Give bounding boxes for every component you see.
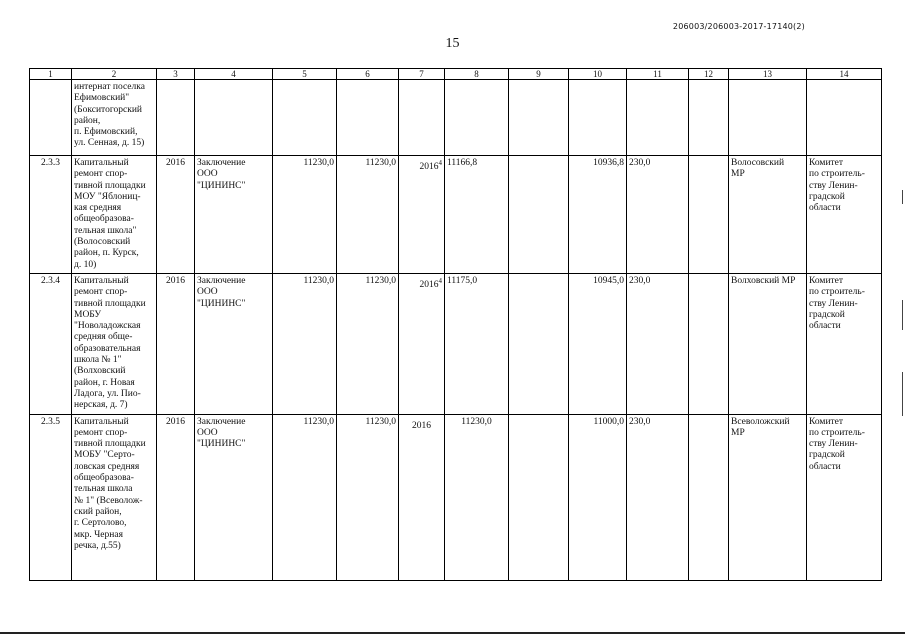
cell-responsible xyxy=(807,80,882,156)
cell-cost: 11230,0 xyxy=(273,156,337,274)
cell-value xyxy=(509,414,569,580)
table-row xyxy=(30,80,882,156)
cell-value: 230,0 xyxy=(627,156,689,274)
cell-object: интернат поселка Ефимовский" (Бокситогорский район, п. Ефимовский, ул. Сенная, д. 15) xyxy=(72,80,157,156)
table-row xyxy=(30,273,882,414)
col-num: 7 xyxy=(399,69,445,80)
page-number: 15 xyxy=(445,36,460,51)
cell-object: Капитальный ремонт спор- тивной площадки МОБУ "Серто- ловская средняя общеобразова- тельная школа № 1" (Всеволож- ский район, г. Сертолово, мкр. Черная речка, д.55) xyxy=(72,414,157,580)
cell-value xyxy=(689,156,729,274)
cell-basis: Заключение ООО "ЦИНИНС" xyxy=(195,156,273,274)
col-num: 2 xyxy=(72,69,157,80)
document-id: 206003/206003-2017-17140(2) xyxy=(672,22,805,31)
cell-value xyxy=(445,80,509,156)
cell-year: 2016 xyxy=(399,414,445,580)
cell-basis xyxy=(195,80,273,156)
cell-year: 2016 xyxy=(157,156,195,274)
cell-object: Капитальный ремонт спор- тивной площадки МОУ "Яблониц- кая средняя общеобразова- тельная школа" (Волосовский район, п. Курск, д. 10) xyxy=(72,156,157,274)
cell-value xyxy=(509,273,569,414)
cell-value: 11175,0 xyxy=(445,273,509,414)
cell-value xyxy=(627,80,689,156)
cell-number xyxy=(30,80,72,156)
cell-value xyxy=(689,414,729,580)
footnote-mark: 4 xyxy=(438,276,442,285)
cell-value: 230,0 xyxy=(627,414,689,580)
col-num: 4 xyxy=(195,69,273,80)
cell-number: 2.3.5 xyxy=(30,414,72,580)
cell-basis: Заключение ООО "ЦИНИНС" xyxy=(195,414,273,580)
cell-object: Капитальный ремонт спор- тивной площадки МОБУ "Новоладожская средняя обще- образовательная школа № 1" (Волховский район, г. Новая Ладога, ул. Пио- нерская, д. 7) xyxy=(72,273,157,414)
cell-year: 2016$^4$ xyxy=(399,273,445,414)
cell-value xyxy=(509,80,569,156)
cell-value xyxy=(509,156,569,274)
cell-year xyxy=(157,80,195,156)
cell-number: 2.3.3 xyxy=(30,156,72,274)
cell-district: Всеволожский МР xyxy=(729,414,807,580)
data-table xyxy=(29,68,882,581)
cell-value: 11230,0 xyxy=(445,414,509,580)
cell-number: 2.3.4 xyxy=(30,273,72,414)
scan-edge-mark xyxy=(902,372,903,416)
cell-value: 11166,8 xyxy=(445,156,509,274)
col-num: 13 xyxy=(729,69,807,80)
cell-cost: 11230,0 xyxy=(273,414,337,580)
cell-cost xyxy=(273,80,337,156)
table-row xyxy=(30,414,882,580)
cell-cost: 11230,0 xyxy=(273,273,337,414)
cell-value: 230,0 xyxy=(627,273,689,414)
cell-year: 2016 xyxy=(157,414,195,580)
col-num: 12 xyxy=(689,69,729,80)
cell-basis: Заключение ООО "ЦИНИНС" xyxy=(195,273,273,414)
col-num: 6 xyxy=(337,69,399,80)
col-num: 8 xyxy=(445,69,509,80)
cell-cost: 11230,0 xyxy=(337,273,399,414)
cell-value: 11000,0 xyxy=(569,414,627,580)
col-num: 1 xyxy=(30,69,72,80)
cell-value xyxy=(689,273,729,414)
cell-value xyxy=(569,80,627,156)
table-row xyxy=(30,156,882,274)
col-num: 10 xyxy=(569,69,627,80)
col-num: 9 xyxy=(509,69,569,80)
cell-year: 2016 xyxy=(157,273,195,414)
cell-district: Волосовский МР xyxy=(729,156,807,274)
cell-responsible: Комитет по строитель- ству Ленин- градской области xyxy=(807,414,882,580)
scan-edge-mark xyxy=(902,300,903,330)
scan-bottom-edge xyxy=(0,632,905,634)
cell-value: 10936,8 xyxy=(569,156,627,274)
col-num: 5 xyxy=(273,69,337,80)
cell-cost xyxy=(337,80,399,156)
col-num: 11 xyxy=(627,69,689,80)
cell-year: 2016$^4$ xyxy=(399,156,445,274)
col-num: 3 xyxy=(157,69,195,80)
scan-edge-mark xyxy=(902,190,903,204)
column-number-row xyxy=(30,69,882,80)
cell-district xyxy=(729,80,807,156)
cell-responsible: Комитет по строитель- ству Ленин- градской области xyxy=(807,156,882,274)
cell-cost: 11230,0 xyxy=(337,414,399,580)
cell-value: 10945,0 xyxy=(569,273,627,414)
cell-responsible: Комитет по строитель- ству Ленин- градской области xyxy=(807,273,882,414)
cell-district: Волховский МР xyxy=(729,273,807,414)
cell-value xyxy=(689,80,729,156)
footnote-mark: 4 xyxy=(438,159,442,167)
cell-year xyxy=(399,80,445,156)
cell-cost: 11230,0 xyxy=(337,156,399,274)
col-num: 14 xyxy=(807,69,882,80)
